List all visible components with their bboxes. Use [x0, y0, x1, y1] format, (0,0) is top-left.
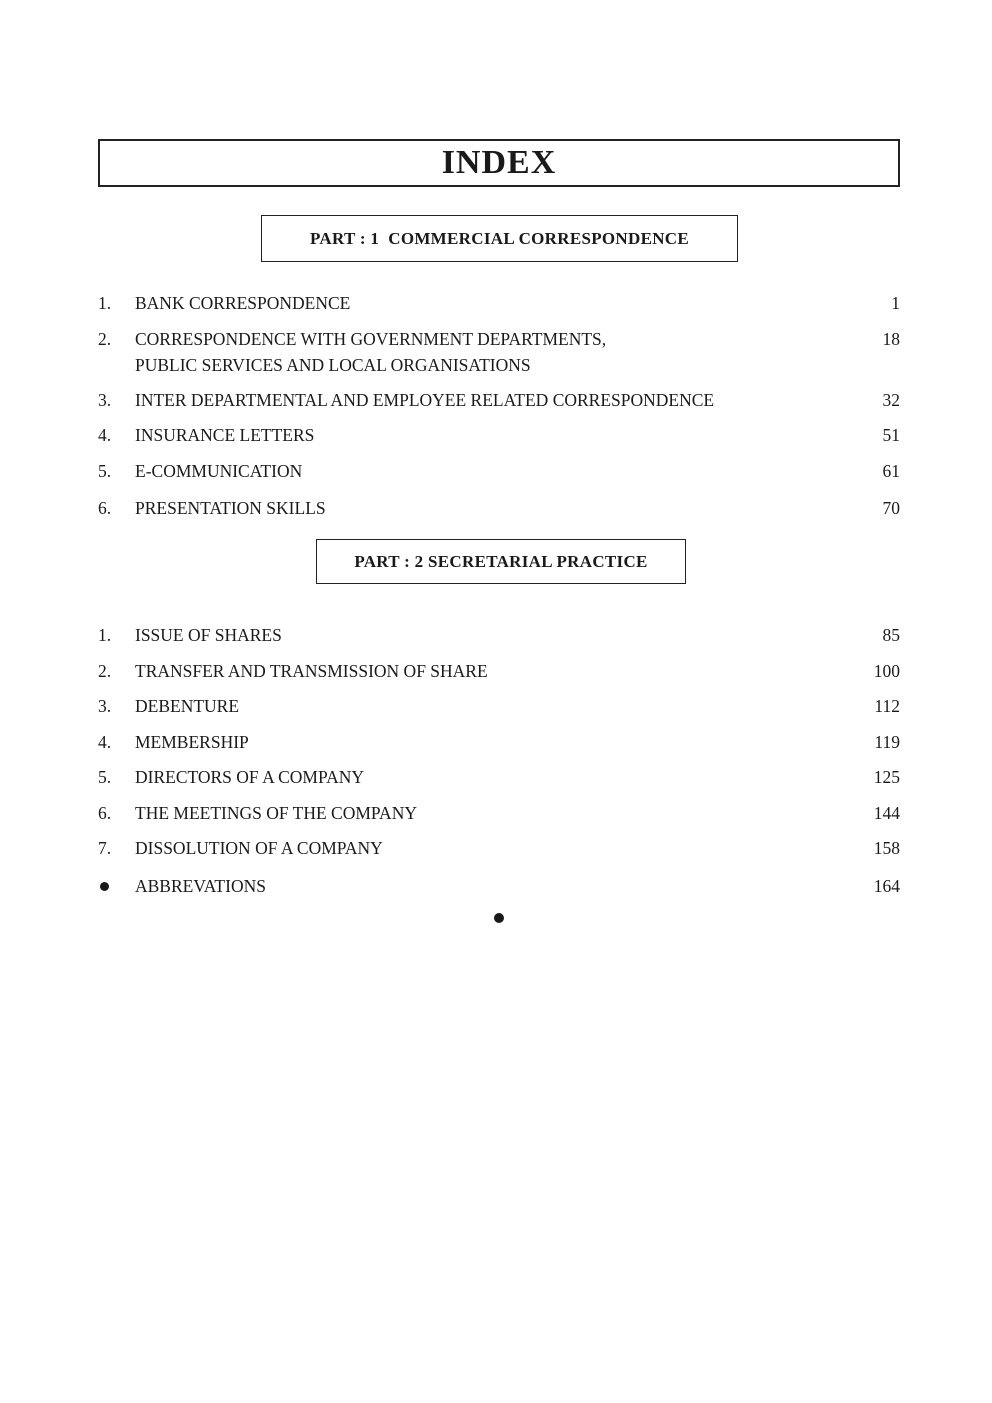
- page-title: INDEX: [441, 144, 557, 181]
- entry-number: 7.: [98, 838, 112, 858]
- entry-title: ISSUE OF SHARES: [135, 625, 282, 645]
- entry-title: INSURANCE LETTERS: [135, 425, 315, 445]
- entry-number: 3.: [98, 696, 112, 716]
- entry-title: PRESENTATION SKILLS: [135, 498, 326, 518]
- entry-title: CORRESPONDENCE WITH GOVERNMENT DEPARTMENTS, PUBLIC SERVICES AND LOCAL ORGANISATIONS: [135, 329, 607, 375]
- entry-page-number: 85: [882, 625, 900, 645]
- entry-number: 6.: [98, 498, 112, 518]
- entry-number: 1.: [98, 293, 112, 313]
- entry-title: THE MEETINGS OF THE COMPANY: [135, 803, 417, 823]
- entry-title: BANK CORRESPONDENCE: [135, 293, 351, 313]
- end-marker-bullet-icon: [494, 913, 504, 923]
- entry-title: MEMBERSHIP: [135, 732, 249, 752]
- entry-page-number: 1: [891, 293, 900, 313]
- entry-number: 2.: [98, 329, 112, 349]
- entry-page-number: 144: [873, 803, 900, 823]
- entry-page-number: 100: [873, 661, 900, 681]
- entry-number: 5.: [98, 767, 112, 787]
- part-1-heading: PART : 1 COMMERCIAL CORRESPONDENCE: [261, 215, 738, 262]
- entry-page-number: 119: [874, 732, 900, 752]
- entry-page-number: 32: [882, 390, 900, 410]
- entry-number: 4.: [98, 732, 112, 752]
- entry-page-number: 61: [882, 461, 900, 481]
- entry-number: 3.: [98, 390, 112, 410]
- entry-title: DIRECTORS OF A COMPANY: [135, 767, 365, 787]
- entry-title: TRANSFER AND TRANSMISSION OF SHARE: [135, 661, 488, 681]
- entry-page-number: 51: [882, 425, 900, 445]
- entry-page-number: 158: [873, 838, 900, 858]
- entry-title: DEBENTURE: [135, 696, 240, 716]
- index-title-box: [98, 139, 900, 187]
- entry-number: 6.: [98, 803, 112, 823]
- entry-page-number: 70: [882, 498, 900, 518]
- entry-title: ABBREVATIONS: [135, 876, 266, 896]
- entry-number: 4.: [98, 425, 112, 445]
- part-2-heading: PART : 2 SECRETARIAL PRACTICE: [316, 539, 686, 584]
- entry-page-number: 164: [873, 876, 900, 896]
- entry-number: 1.: [98, 625, 112, 645]
- entry-title: E-COMMUNICATION: [135, 461, 303, 481]
- entry-page-number: 18: [882, 329, 900, 349]
- entry-title: INTER DEPARTMENTAL AND EMPLOYEE RELATED CORRESPONDENCE: [135, 390, 715, 410]
- bullet-icon: [100, 882, 109, 891]
- entry-page-number: 125: [873, 767, 900, 787]
- entry-page-number: 112: [874, 696, 900, 716]
- entry-number: 5.: [98, 461, 112, 481]
- entry-number: 2.: [98, 661, 112, 681]
- entry-title: DISSOLUTION OF A COMPANY: [135, 838, 383, 858]
